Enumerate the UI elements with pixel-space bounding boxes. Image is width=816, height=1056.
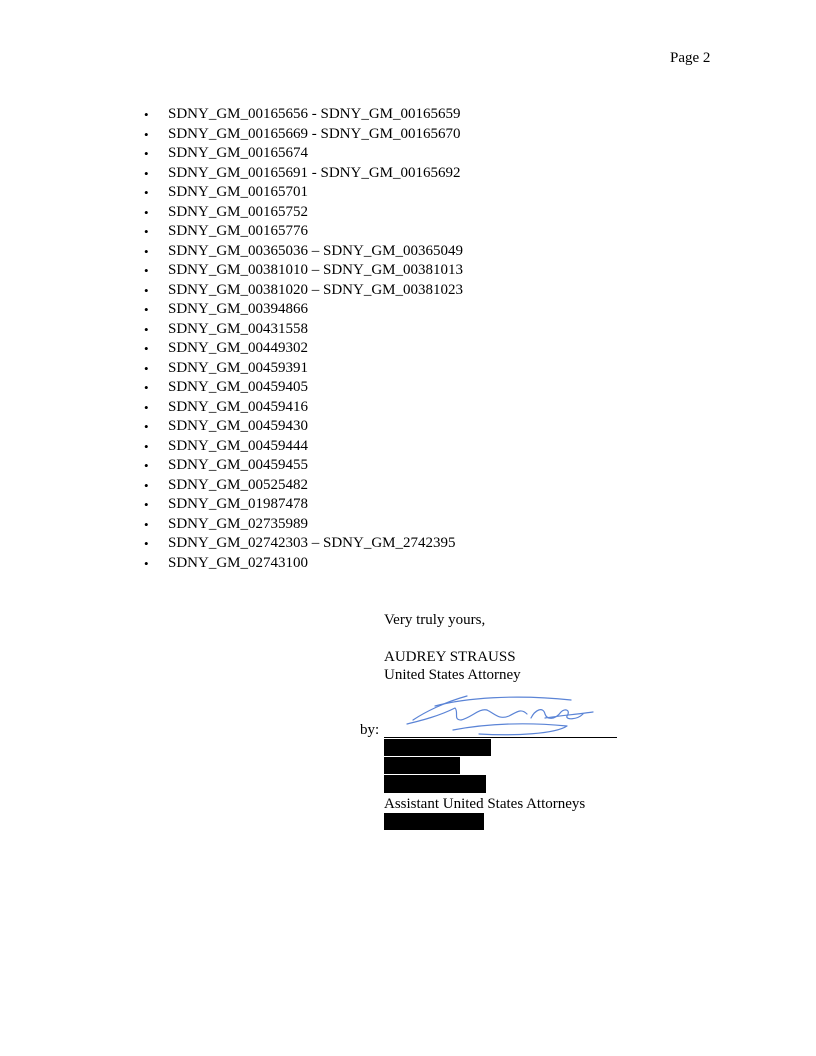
list-item bbox=[144, 417, 463, 437]
bullet-icon: • bbox=[144, 107, 149, 122]
bates-number-list bbox=[144, 105, 463, 573]
redaction-bar bbox=[384, 775, 486, 793]
bullet-icon: • bbox=[144, 146, 149, 161]
bullet-icon: • bbox=[144, 204, 149, 220]
bates-range-text: SDNY_GM_02743100 bbox=[168, 554, 309, 571]
bullet-icon: • bbox=[144, 399, 149, 415]
bates-range-text: SDNY_GM_00459405 bbox=[168, 379, 309, 395]
bates-range-text: SDNY_GM_00165776 bbox=[168, 223, 309, 239]
bullet-icon: • bbox=[144, 419, 149, 434]
bates-range-text: SDNY_GM_02742303 – SDNY_GM_2742395 bbox=[168, 535, 456, 551]
list-item bbox=[144, 164, 463, 184]
bates-range-text: SDNY_GM_00394866 bbox=[168, 301, 309, 317]
signature-stroke bbox=[545, 712, 593, 718]
signature-stroke bbox=[487, 710, 527, 717]
bullet-icon: • bbox=[144, 438, 149, 454]
bates-range-text: SDNY_GM_00165691 - SDNY_GM_00165692 bbox=[168, 164, 461, 181]
signer-name: AUDREY STRAUSS bbox=[384, 649, 516, 665]
bullet-icon: • bbox=[144, 165, 149, 181]
bates-range-text: SDNY_GM_02735989 bbox=[168, 515, 309, 532]
bullet-icon: • bbox=[144, 341, 149, 356]
bullet-icon: • bbox=[144, 477, 149, 493]
bullet-icon: • bbox=[144, 360, 149, 376]
list-item bbox=[144, 554, 463, 574]
bullet-icon: • bbox=[144, 126, 149, 142]
signature-stroke bbox=[435, 697, 571, 706]
list-item bbox=[144, 125, 463, 145]
signer-block bbox=[384, 648, 521, 684]
list-item bbox=[144, 476, 463, 496]
bates-range-text: SDNY_GM_00381010 – SDNY_GM_00381013 bbox=[168, 262, 464, 278]
bates-range-text: SDNY_GM_00165669 - SDNY_GM_00165670 bbox=[168, 125, 461, 142]
bullet-icon: • bbox=[144, 380, 149, 395]
bullet-icon: • bbox=[144, 243, 149, 259]
bullet-icon: • bbox=[144, 263, 149, 278]
list-item bbox=[144, 339, 463, 359]
list-item bbox=[144, 144, 463, 164]
bates-range-text: SDNY_GM_00459391 bbox=[168, 359, 309, 376]
signature-stroke bbox=[413, 696, 467, 720]
bullet-icon: • bbox=[144, 321, 149, 337]
bates-range-text: SDNY_GM_00381020 – SDNY_GM_00381023 bbox=[168, 281, 464, 298]
bates-range-text: SDNY_GM_00525482 bbox=[168, 476, 309, 493]
signature-line bbox=[384, 737, 617, 738]
bates-range-text: SDNY_GM_00365036 – SDNY_GM_00365049 bbox=[168, 242, 464, 259]
list-item bbox=[144, 534, 463, 554]
list-item bbox=[144, 105, 463, 125]
page-number: Page 2 bbox=[670, 50, 711, 66]
list-item bbox=[144, 222, 463, 242]
bates-range-text: SDNY_GM_00165752 bbox=[168, 203, 309, 220]
bates-range-text: SDNY_GM_00165656 - SDNY_GM_00165659 bbox=[168, 106, 461, 122]
list-item bbox=[144, 495, 463, 515]
handwritten-signature-icon bbox=[395, 690, 600, 738]
list-item bbox=[144, 437, 463, 457]
signer-title: Assistant United States Attorneys bbox=[384, 796, 586, 812]
redaction-bar bbox=[384, 739, 491, 756]
bates-range-text: SDNY_GM_00431558 bbox=[168, 320, 309, 337]
list-item bbox=[144, 242, 463, 262]
bullet-icon: • bbox=[144, 224, 149, 239]
list-item bbox=[144, 281, 463, 301]
list-item bbox=[144, 261, 463, 281]
closing-line: Very truly yours, bbox=[384, 612, 486, 628]
bates-range-text: SDNY_GM_00459430 bbox=[168, 418, 309, 434]
bates-range-text: SDNY_GM_00459416 bbox=[168, 398, 309, 415]
list-item bbox=[144, 203, 463, 223]
signer-office: United States Attorney bbox=[384, 667, 521, 683]
bullet-icon: • bbox=[144, 458, 149, 473]
list-item bbox=[144, 359, 463, 379]
bullet-icon: • bbox=[144, 536, 149, 551]
list-item bbox=[144, 456, 463, 476]
bullet-icon: • bbox=[144, 555, 149, 571]
bullet-icon: • bbox=[144, 282, 149, 298]
bates-range-text: SDNY_GM_01987478 bbox=[168, 496, 309, 512]
redaction-bar bbox=[384, 813, 484, 830]
signature-stroke bbox=[453, 724, 567, 735]
bates-range-text: SDNY_GM_00165701 bbox=[168, 184, 309, 200]
list-item bbox=[144, 378, 463, 398]
bates-range-text: SDNY_GM_00449302 bbox=[168, 340, 309, 356]
list-item bbox=[144, 320, 463, 340]
list-item bbox=[144, 515, 463, 535]
by-label: by: bbox=[360, 722, 380, 738]
bullet-icon: • bbox=[144, 185, 149, 200]
list-item bbox=[144, 300, 463, 320]
list-item bbox=[144, 398, 463, 418]
list-item bbox=[144, 183, 463, 203]
bates-range-text: SDNY_GM_00459455 bbox=[168, 457, 309, 473]
bullet-icon: • bbox=[144, 302, 149, 317]
bates-range-text: SDNY_GM_00165674 bbox=[168, 145, 309, 161]
redaction-bar bbox=[384, 757, 460, 774]
bullet-icon: • bbox=[144, 497, 149, 512]
bates-range-text: SDNY_GM_00459444 bbox=[168, 437, 309, 454]
bullet-icon: • bbox=[144, 516, 149, 532]
